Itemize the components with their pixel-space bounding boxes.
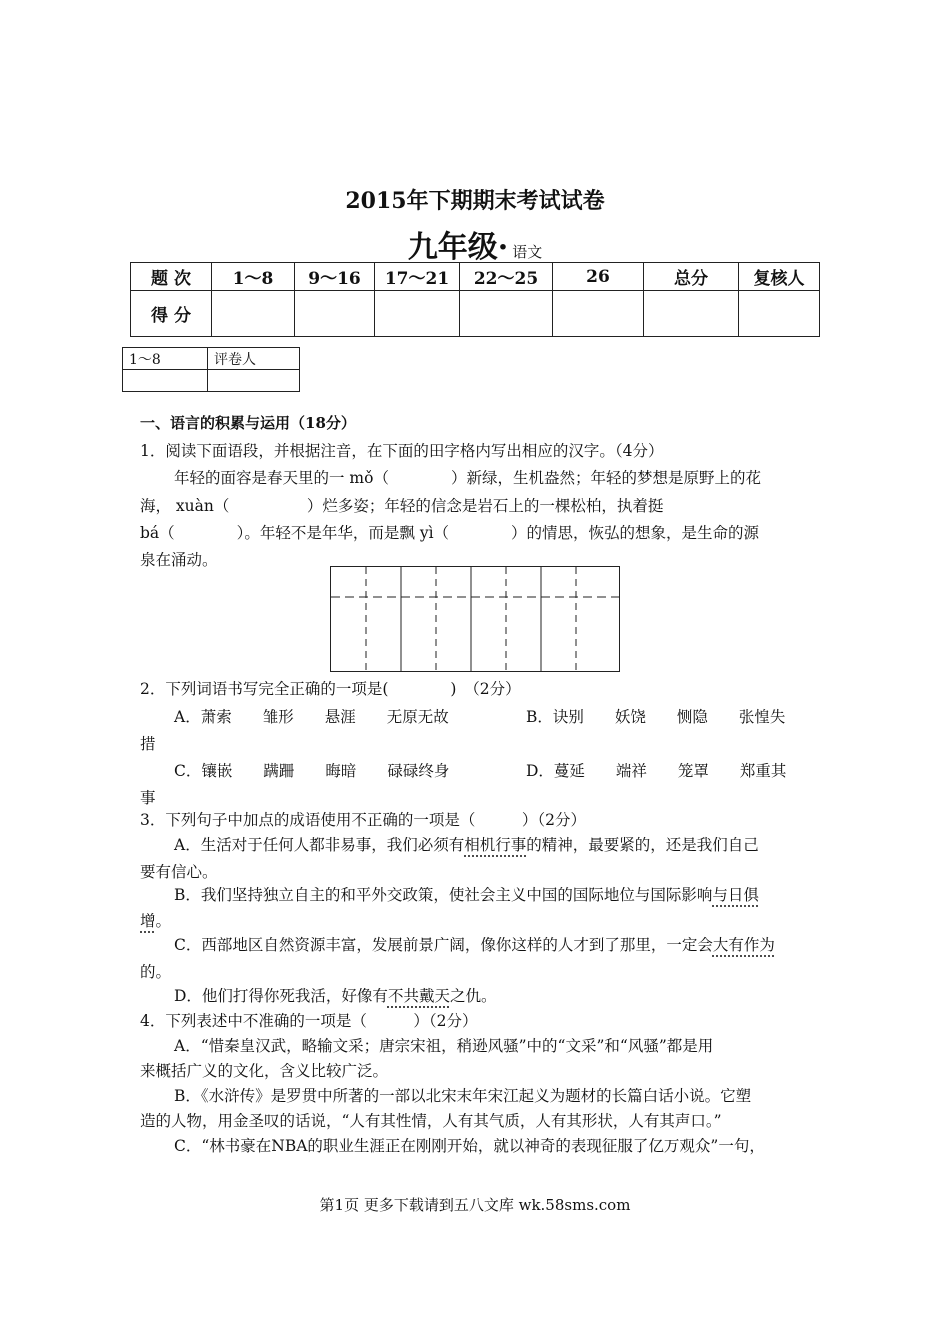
q2-option-b-cont: 措 [140,735,156,753]
q4-option-a-cont: 来概括广义的文化，含义比较广泛。 [140,1062,389,1080]
tianzige-grid[interactable] [330,566,620,672]
q2-option-a: A．萧索 雏形 悬涯 无原无故 [174,708,449,726]
score-cell[interactable] [295,291,375,337]
q2-option-d: D．蔓延 端祥 笼罩 郑重其 [526,762,787,780]
q3-option-b-cont: 增。 [140,912,172,930]
score-header-cell: 总分 [644,263,739,291]
grader-table [122,347,300,392]
q4-option-b: B．《水浒传》是罗贯中所著的一部以北宋末年宋江起义为题材的长篇白话小说。它塑 [174,1087,752,1105]
score-cell[interactable] [375,291,460,337]
grader-name-cell[interactable] [208,370,300,392]
score-cell[interactable] [739,291,820,337]
score-cell[interactable] [644,291,739,337]
score-table-header-row [131,263,820,291]
score-cell[interactable] [460,291,553,337]
subject-label: 语文 [512,243,543,261]
score-header-cell: 17～21 [375,263,460,291]
page-footer: 第1页 更多下载请到五八文库 wk.58sms.com [319,1196,631,1214]
q4-option-a: A．“惜秦皇汉武，略输文采；唐宗宋祖，稍逊风骚”中的“文采”和“风骚”都是用 [174,1037,714,1055]
score-header-cell: 9～16 [295,263,375,291]
score-header-cell: 1～8 [212,263,295,291]
section-heading: 一、语言的积累与运用（18分） [140,414,356,432]
q4-stem: 4．下列表述中不准确的一项是（ ）（2分） [140,1012,478,1030]
tianzige-lines [331,567,619,671]
q3-option-a: A．生活对于任何人都非易事，我们必须有相机行事的精神，最要紧的，还是我们自己 [174,836,759,854]
grader-range: 1～8 [123,348,208,370]
q1-paragraph-line: bá（ ）。年轻不是年华，而是飘 yì（ ）的情思，恢弘的想象，是生命的源 [140,524,760,542]
score-header-cell: 题 次 [131,263,212,291]
q3-option-d: D．他们打得你死我活，好像有不共戴天之仇。 [174,987,497,1005]
grader-score-cell[interactable] [123,370,208,392]
dotted-idiom: 相机行事 [464,836,527,854]
q2-option-d-cont: 事 [140,789,156,807]
q1-paragraph-line: 泉在涌动。 [140,551,218,569]
q4-option-c: C．“林书豪在NBA的职业生涯正在刚刚开始，就以神奇的表现征服了亿万观众”一句， [174,1137,765,1155]
dotted-idiom: 与日俱 [712,886,759,904]
q1-paragraph-line: 年轻的面容是春天里的一 mǒ（ ）新绿，生机盎然；年轻的梦想是原野上的花 [174,469,761,487]
score-cell[interactable] [553,291,644,337]
q3-option-c-cont: 的。 [140,963,172,981]
score-table-row [131,291,820,337]
score-cell[interactable] [212,291,295,337]
q3-option-c: C．西部地区自然资源丰富，发展前景广阔，像你这样的人才到了那里，一定会大有作为 [174,936,775,954]
exam-title: 2015年下期期末考试试卷 [345,188,605,214]
score-header-cell: 26 [553,263,644,291]
q1-stem: 1．阅读下面语段，并根据注音，在下面的田字格内写出相应的汉字。（4分） [140,442,664,460]
dotted-idiom: 不共戴天 [387,987,450,1005]
score-header-cell: 复核人 [739,263,820,291]
q3-stem: 3．下列句子中加点的成语使用不正确的一项是（ ）（2分） [140,811,586,829]
q2-stem: 2．下列词语书写完全正确的一项是( ) （2分） [140,680,521,698]
grader-label: 评卷人 [208,348,300,370]
score-row-label: 得 分 [131,291,212,337]
q3-option-a-cont: 要有信心。 [140,863,218,881]
grade-label: 九年级· [407,230,509,265]
dotted-idiom: 增 [140,912,156,930]
exam-subtitle [0,222,950,266]
q1-paragraph-line: 海， xuàn（ ）烂多姿；年轻的信念是岩石上的一棵松柏，执着挺 [140,497,664,515]
q2-option-b: B．诀别 妖饶 恻隐 张惶失 [526,708,786,726]
dotted-idiom: 大有作为 [712,936,775,954]
score-header-cell: 22～25 [460,263,553,291]
score-table [130,262,820,337]
q3-option-b: B．我们坚持独立自主的和平外交政策，使社会主义中国的国际地位与国际影响与日俱 [174,886,759,904]
q2-option-c: C．镶嵌 蹒跚 晦暗 碌碌终身 [174,762,450,780]
q4-option-b-cont: 造的人物，用金圣叹的话说，“人有其性情，人有其气质，人有其形状，人有其声口。” [140,1112,722,1130]
